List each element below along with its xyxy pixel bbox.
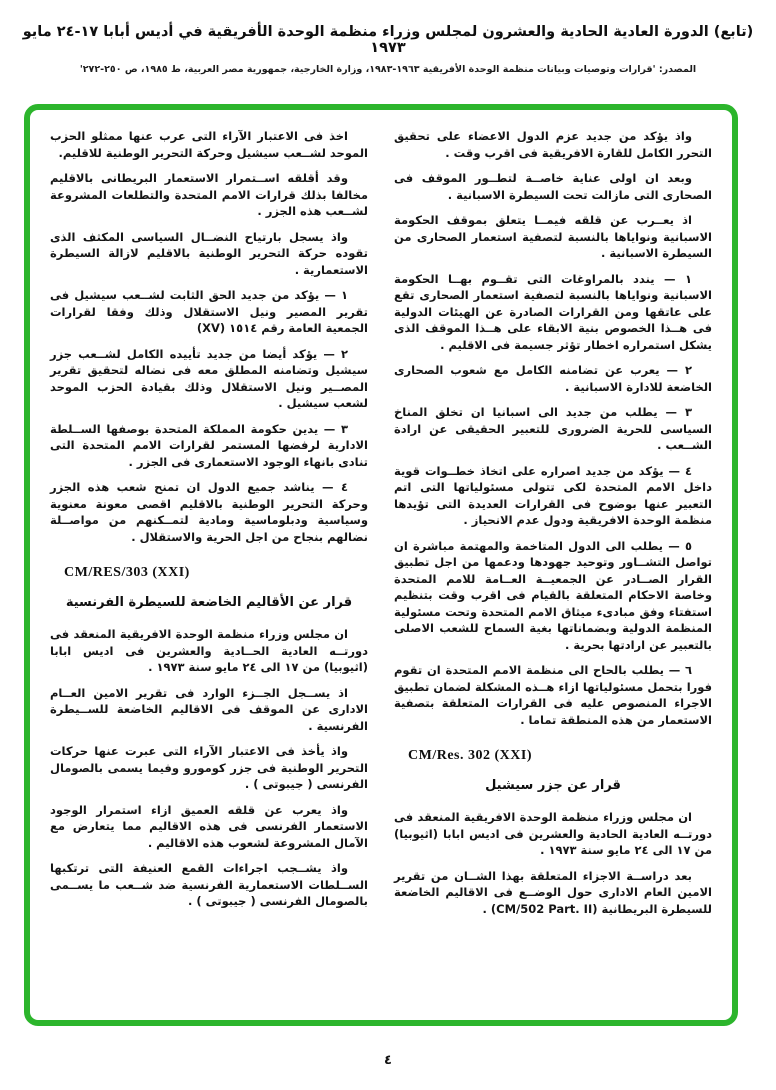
paragraph: اخذ فى الاعتبار الآراء التى عرب عنها ممثلو الحزب الموحد لشــعب سيشيل وحركة التحرير الوطنية للاقليم. xyxy=(50,129,368,160)
resolution-code-303: CM/RES/303 (XXI) xyxy=(64,565,190,580)
resolution-clause: ٦ — يطلب بالحاح الى منظمة الامم المتحدة ان تقوم فورا بتحمل مسئولياتها ازاء هــذه المشكلة لضمان تطبيق الاجراء المنصوص عليه فى القرارات المتعلقة بتصفية الاستعمار من هذه المنطقة تماما . xyxy=(394,663,712,727)
document-frame xyxy=(24,104,738,1026)
paragraph: اذ يعــرب عن قلقه فيمــا يتعلق بموقف الحكومة الاسبانية ونواياها بالنسبة لتصفية استعمار الصحارى من السيطرة الاسبانية . xyxy=(394,213,712,260)
resolution-clause: ٤ — يؤكد من جديد اصراره على اتخاذ خطــوات قوية داخل الامم المتحدة لكى تتولى مسئولياتها التى اتم التعبير عنها بوضوح فى القرارات العديدة التى تؤيدها منظمة الوحدة الافريقية ودول عدم الانحياز . xyxy=(394,463,712,527)
resolution-clause: ١ — يؤكد من جديد الحق الثابت لشــعب سيشيل فى تقرير المصير ونيل الاستقلال وذلك وفقا لقرارات الجمعية العامة رقم ١٥١٤ (XV) xyxy=(50,288,368,335)
paragraph: ان مجلس وزراء منظمة الوحدة الافريقية المنعقد فى دورتــه العادية الحادية والعشرين فى اديس ابابا (اثيوبيا) من ١٧ الى ٢٤ مايو سنة ١٩٧٣ . xyxy=(394,810,712,857)
resolution-clause: ٣ — يطلب من جديد الى اسبانيا ان تخلق المناخ السياسى للحرية الضرورى للتعبير الحقيقى عن ارادة الشــعب . xyxy=(394,405,712,452)
page-number: ٤ xyxy=(384,1053,392,1068)
resolution-title-302: قرار عن جزر سيشيل xyxy=(485,778,621,793)
paragraph: واذ يعرب عن قلقه العميق ازاء استمرار الوجود الاستعمار الفرنسى فى هذه الاقاليم مما يتعارض مع الآمال المشروعة لشعوب هذه الاقاليم . xyxy=(50,802,368,850)
resolution-clause: ٥ — يطلب الى الدول المتاخمة والمهتمة مباشرة ان تواصل التشــاور وتوحيد جهودها ودعمها من اجل تطبيق القرار الصــادر عن الجمعيــة العــامة للامم المتحدة وخاصة الاحكام المتعلقة بالقيام فى اقرب وقت بتنظيم استفتاء وفق مبادىء ميثاق الامم المتحدة وتحت مسئولية المنظمة الدولية وبضماناتها بغية السماح للشعب الاصلى بالتعبير عن ارادتها بحرية . xyxy=(394,538,712,652)
resolution-clause: ١ — يندد بالمراوغات التى تقــوم بهــا الحكومة الاسبانية ونواياها بالنسبة لتصفية استعمار الصحارى تقع على عاتقها ومن القرارات الصادرة عن الهيئات الدولية فى هــذا الخصوص بنية الابقاء على هــذا الموقف الذى يشكل استمراره اخطار تؤثر جسيمة فى الاقليم . xyxy=(394,271,712,352)
paragraph: بعد دراســة الاجزاء المتعلقة بهذا الشــان من تقرير الامين العام الادارى حول الوضــع فى الاقاليم الخاضعة للسيطرة البريطانية (CM/502 Part. II) . xyxy=(394,868,712,916)
resolution-clause: ٣ — يدين حكومة المملكة المتحدة بوصفها الســلطة الادارية لرفضها المستمر لقرارات الامم المتحدة التى تنادى بانهاء الوجود الاستعمارى فى الجزر . xyxy=(50,421,368,469)
header-source: المصدر: 'قرارات وتوصيات وبيانات منظمة الوحدة الأفريقية ١٩٦٣-١٩٨٣، وزارة الخارجية، جمهورية مصر العربية، ط ١٩٨٥، ص ٢٥٠-٢٧٢' xyxy=(79,64,697,75)
paragraph: واذ يؤكد من جديد عزم الدول الاعضاء على تحقيق التحرر الكامل للقارة الافريقية فى اقرب وقت . xyxy=(394,129,712,160)
resolution-code-302: CM/Res. 302 (XXI) xyxy=(408,748,532,763)
paragraph: واذ يأخذ فى الاعتبار الآراء التى عبرت عنها حركات التحرير الوطنية فى جزر كومورو وفيما يسمى بالصومال الفرنسى ( جيبوتى ) . xyxy=(50,744,368,791)
paragraph: واذ يشــجب اجراءات القمع العنيفة التى ترتكبها الســلطات الاستعمارية الفرنسية ضد شــعب ما يســمى بالصومال الفرنسى ( جيبوتى ) . xyxy=(50,861,368,908)
paragraph: وقد أقلقه اســتمرار الاستعمار البريطانى بالاقليم مخالفا بذلك قرارات الامم المتحدة والتطلعات المشروعة لشــعب هذه الجزر . xyxy=(50,171,368,218)
columns-container xyxy=(30,110,732,1020)
paragraph: اذ يســجل الجــزء الوارد فى تقرير الامين العــام الادارى عن الموقف فى الاقاليم الخاضعة للســيطرة الفرنسية . xyxy=(50,685,368,733)
resolution-clause: ٤ — يناشد جميع الدول ان تمنح شعب هذه الجزر وحركة التحرير الوطنية بالاقليم اقصى معونة معنوية وسياسية ودبلوماسية ومادية لتمــكنهم من مواصــلة نضالهم بنجاح من اجل الحرية والاستقلال . xyxy=(50,480,368,544)
page-header xyxy=(18,24,758,75)
header-title: (تابع) الدورة العادية الحادية والعشرون لمجلس وزراء منظمة الوحدة الأفريقية في أديس أبابا ١٧-٢٤ مايو ١٩٧٣ xyxy=(22,24,754,56)
resolution-title-303: قرار عن الأقاليم الخاضعة للسيطرة الفرنسية xyxy=(65,595,353,610)
resolution-clause: ٢ — يعرب عن تضامنه الكامل مع شعوب الصحارى الخاضعة للادارة الاسبانية . xyxy=(394,363,712,394)
right-column xyxy=(394,128,712,1010)
paragraph: ان مجلس وزراء منظمة الوحدة الافريقية المنعقد فى دورتــه العادية الحــادية والعشرين فى اديس ابابا (اثيوبيا) من ١٧ الى ٢٤ مايو سنة ١٩٧٣ . xyxy=(50,627,368,674)
paragraph: وبعد ان اولى عناية خاصــة لتطــور الموقف فى الصحارى التى مازالت تحت السيطرة الاسبانية . xyxy=(394,171,712,202)
resolution-clause: ٢ — يؤكد أيضا من جديد تأييده الكامل لشــعب جزر سيشيل وتضامنه المطلق معه فى نضاله لتحقيق تقرير المصــير ونيل الاستقلال وذلك بقيادة الحزب الموحد لشعب سيشيل . xyxy=(50,346,368,410)
left-column xyxy=(50,128,368,1010)
paragraph: واذ يسجل بارتياح النضــال السياسى المكثف الذى تقوده حركة التحرير الوطنية بالاقليم لازالة السيطرة الاستعمارية . xyxy=(50,229,368,277)
